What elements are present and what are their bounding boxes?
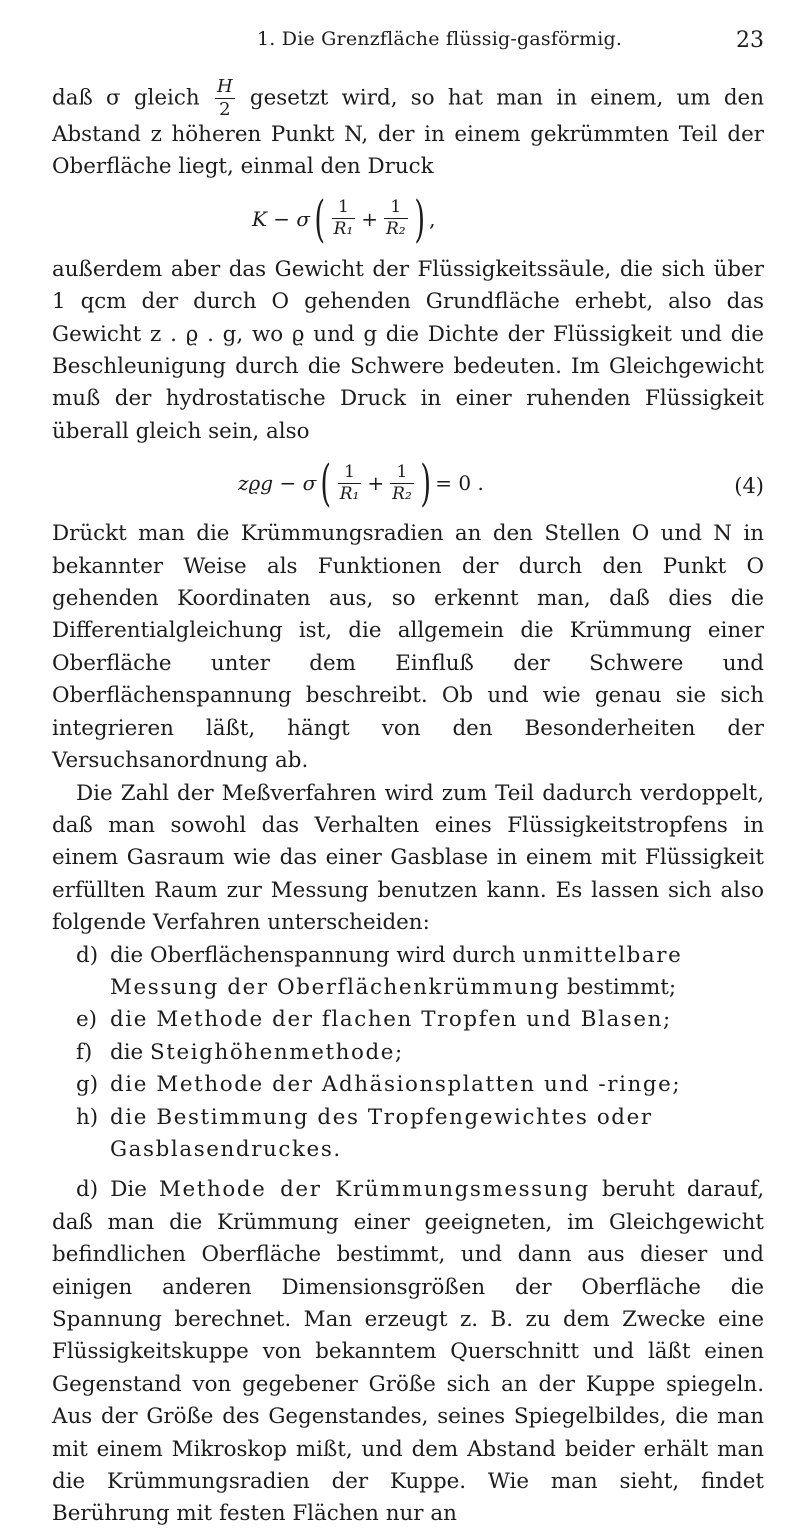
paragraph-5-text: beruht darauf, daß man die Krümmung einer geeigneten, im Gleichgewicht befindlichen Oberfläche bestimmt, und dann aus dieser und einigen anderen Dimensionsgrößen der Oberfläche die Spannung berechnet. Man erzeugt z. B. zu dem Zwecke eine Flüssigkeitskuppe von bekanntem Querschnitt und läßt einen Gegenstand von gegebener Größe sich an der Kuppe spiegeln. Aus der Größe des Gegenstandes, seines Spiegelbildes, die man mit einem Mikroskop mißt, und dem Abstand beider erhält man die Krümmungsradien der Kuppe. Wie man sieht, findet Berührung mit festen Flächen nur an: [52, 1177, 764, 1527]
left-paren: (: [320, 454, 332, 513]
plus-sign: +: [361, 206, 378, 231]
list-item: [52, 1037, 764, 1069]
list-item: [52, 1102, 764, 1167]
paragraph-1-rest: höheren Punkt N, der in einem gekrümmten Teil der Oberfläche liegt, einmal den Druck: [52, 122, 764, 180]
list-item: [52, 940, 764, 1005]
fraction-1-over-r1: [338, 461, 362, 504]
book-page: [52, 0, 764, 1527]
denominator-r2: R₂: [392, 483, 412, 504]
numerator-one: 1: [396, 461, 408, 482]
equation-number: (4): [734, 474, 764, 499]
list-item: [52, 1004, 764, 1036]
left-paren: (: [314, 189, 326, 248]
plus-sign: +: [367, 471, 385, 496]
fraction-h-over-2: [215, 78, 235, 119]
paragraph-1: [52, 64, 764, 184]
list-item-emphasis: Steighöhenmethode;: [150, 1039, 404, 1065]
equation-pressure-expression: [252, 189, 436, 248]
list-item-emphasis: die Methode der Adhäsionsplatten und -ringe;: [110, 1072, 682, 1098]
fraction-1-over-r2: [390, 461, 414, 504]
paragraph-2: außerdem aber das Gewicht der Flüssigkeitssäule, die sich über 1 qcm der durch O gehenden Grundfläche erhebt, also das Gewicht z . ϱ . g, wo ϱ und g die Dichte der Flüssigkeit und die Beschleunigung durch die Schwere bedeuten. Im Gleichgewicht muß der hydrostatische Druck in einer ruhenden Flüssigkeit überall gleich sein, also: [52, 256, 764, 444]
list-item: [52, 1069, 764, 1101]
equation-pressure: [52, 184, 764, 254]
fraction-numerator: H: [216, 76, 233, 97]
list-item-text-end: bestimmt;: [560, 974, 677, 1000]
numerator-one: 1: [390, 197, 402, 218]
page-body: [52, 64, 764, 1531]
paragraph-1-continuation: gesetzt wird, so hat man in einem, um den Abstand z: [52, 85, 764, 147]
paragraph-5-emphasis: Methode der Krümmungsmessung: [159, 1177, 590, 1203]
list-item-text: die Oberflächenspannung wird durch: [110, 942, 523, 968]
numerator-one: 1: [344, 461, 355, 482]
equation-4-rhs: = 0 .: [435, 471, 484, 496]
denominator-r1: R₁: [333, 219, 354, 240]
list-item-letter: h): [76, 1104, 99, 1130]
fraction-1-over-r2: [384, 199, 408, 238]
running-head: 1. Die Grenzfläche flüssig-gasförmig.: [257, 28, 623, 50]
equation-4: [52, 448, 764, 518]
list-item-letter: g): [76, 1072, 99, 1098]
paragraph-1-start: daß σ gleich: [52, 85, 200, 111]
equation-lhs: K − σ: [252, 206, 311, 231]
list-item-text: die: [110, 1039, 150, 1065]
list-item-letter: d): [76, 942, 99, 968]
right-paren: ): [420, 454, 431, 513]
paragraph-5-label: d) Die: [76, 1177, 160, 1203]
paragraph-5: [52, 1174, 764, 1530]
list-item-letter: e): [76, 1007, 98, 1033]
equation-4-expression: [238, 454, 484, 513]
method-list: [52, 940, 764, 1167]
right-paren: ): [414, 189, 425, 248]
list-item-letter: f): [76, 1039, 93, 1065]
paragraph-3: Drückt man die Krümmungsradien an den Stellen O und N in bekannter Weise als Funktionen der durch den Punkt O gehenden Koordinaten aus, so erkennt man, daß dies die Differentialgleichung ist, die allgemein die Krümmung einer Oberfläche unter dem Einfluß der Schwere und Oberflächenspannung beschreibt. Ob und wie genau sie sich integrieren läßt, hängt von den Besonderheiten der Versuchsanordnung ab.: [52, 521, 764, 774]
page-header: [52, 28, 764, 56]
list-item-emphasis: unmittelbare Messung der Oberflächenkrümmung: [110, 942, 683, 1000]
paragraph-spacer: [52, 1166, 764, 1174]
equation-4-lhs: zϱg − σ: [238, 471, 317, 496]
list-item-emphasis: die Methode der flachen Tropfen und Blasen;: [110, 1007, 672, 1033]
page-number: 23: [736, 28, 764, 53]
denominator-r2: R₂: [385, 219, 406, 240]
list-item-emphasis: die Bestimmung des Tropfengewichtes oder Gasblasendruckes.: [110, 1104, 653, 1162]
denominator-r1: R₁: [339, 483, 360, 504]
fraction-1-over-r1: [332, 199, 356, 238]
fraction-denominator: 2: [215, 98, 235, 119]
paragraph-4: Die Zahl der Meßverfahren wird zum Teil dadurch verdoppelt, daß man sowohl das Verhalten eines Flüssigkeitstropfens in einem Gasraum wie das einer Gasblase in einem mit Flüssigkeit erfüllten Raum zur Messung benutzen kann. Es lassen sich also folgende Verfahren unterscheiden:: [52, 780, 764, 936]
equation-comma: ,: [429, 206, 436, 231]
numerator-one: 1: [337, 197, 349, 218]
